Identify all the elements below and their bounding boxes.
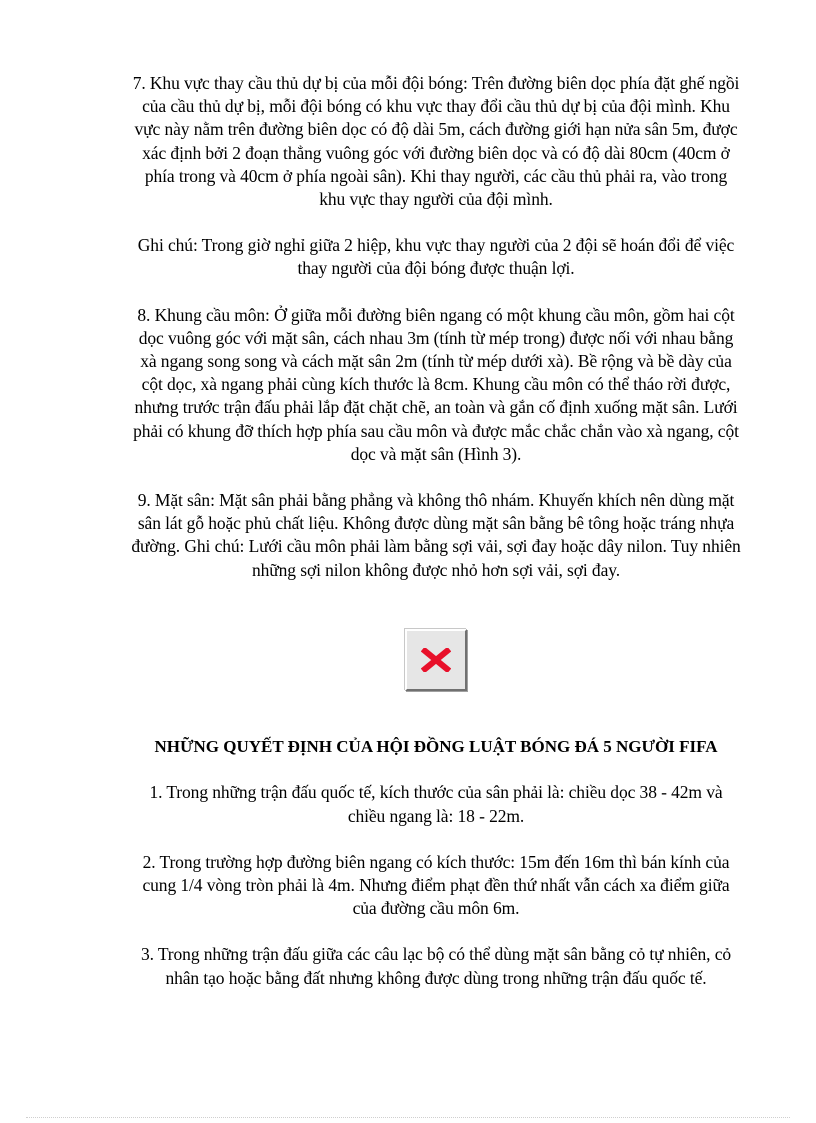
paragraph-note-halftime: Ghi chú: Trong giờ nghỉ giữa 2 hiệp, khu vực thay người của 2 đội sẽ hoán đổi để việc thay người của đội bóng được thuận lợi. [137,235,735,279]
decision-3-club-surface: 3. Trong những trận đấu giữa các câu lạc bộ có thể dùng mặt sân bằng cỏ tự nhiên, cỏ nhân tạo hoặc bằng đất nhưng không được dùng trong những trận đấu quốc tế. [140,944,732,988]
red-x-icon [421,648,451,672]
image-placeholder-wrap [130,629,742,691]
paragraph-9-playing-surface: 9. Mặt sân: Mặt sân phải bằng phẳng và không thô nhám. Khuyến khích nên dùng mặt sân lát gỗ hoặc phủ chất liệu. Không được dùng mặt sân bằng bê tông hoặc tráng nhựa đường. Ghi chú: Lưới cầu môn phải làm bằng sợi vải, sợi đay hoặc dây nilon. Tuy nhiên những sợi nilon không được nhỏ hơn sợi vải, sợi đay. [131,490,741,580]
broken-image-icon [405,629,467,691]
decision-1-field-size: 1. Trong những trận đấu quốc tế, kích thước của sân phải là: chiều dọc 38 - 42m và chiều ngang là: 18 - 22m. [149,782,723,826]
document-page [130,72,742,990]
paragraph-7-substitution-zone: 7. Khu vực thay cầu thủ dự bị của mỗi đội bóng: Trên đường biên dọc phía đặt ghế ngồi của cầu thủ dự bị, mỗi đội bóng có khu vực thay đổi cầu thủ dự bị của đội mình. Khu vực này nằm trên đường biên dọc có độ dài 5m, cách đường giới hạn nửa sân 5m, được xác định bởi 2 đoạn thẳng vuông góc với đường biên dọc và có độ dài 80cm (40cm ở phía trong và 40cm ở phía ngoài sân). Khi thay người, các cầu thủ phải ra, vào trong khu vực thay người của đội mình. [132,73,740,210]
section-heading: NHỮNG QUYẾT ĐỊNH CỦA HỘI ĐỒNG LUẬT BÓNG ĐÁ 5 NGƯỜI FIFA [154,736,718,756]
page-bottom-divider [26,1117,790,1118]
paragraph-8-goal-frame: 8. Khung cầu môn: Ở giữa mỗi đường biên ngang có một khung cầu môn, gồm hai cột dọc vuông góc với mặt sân, cách nhau 3m (tính từ mép trong) được nối với nhau bằng xà ngang song song và cách mặt sân 2m (tính từ mép dưới xà). Bề rộng và bề dày của cột dọc, xà ngang phải cùng kích thước là 8cm. Khung cầu môn có thể tháo rời được, nhưng trước trận đấu phải lắp đặt chặt chẽ, an toàn và gắn cố định xuống mặt sân. Lưới phải có khung đỡ thích hợp phía sau cầu môn và được mắc chắc chắn vào xà ngang, cột dọc và mặt sân (Hình 3). [133,304,739,464]
decision-2-corner-arc: 2. Trong trường hợp đường biên ngang có kích thước: 15m đến 16m thì bán kính của cung 1/4 vòng tròn phải là 4m. Nhưng điểm phạt đền thứ nhất vẫn cách xa điểm giữa của đường cầu môn 6m. [142,851,730,919]
